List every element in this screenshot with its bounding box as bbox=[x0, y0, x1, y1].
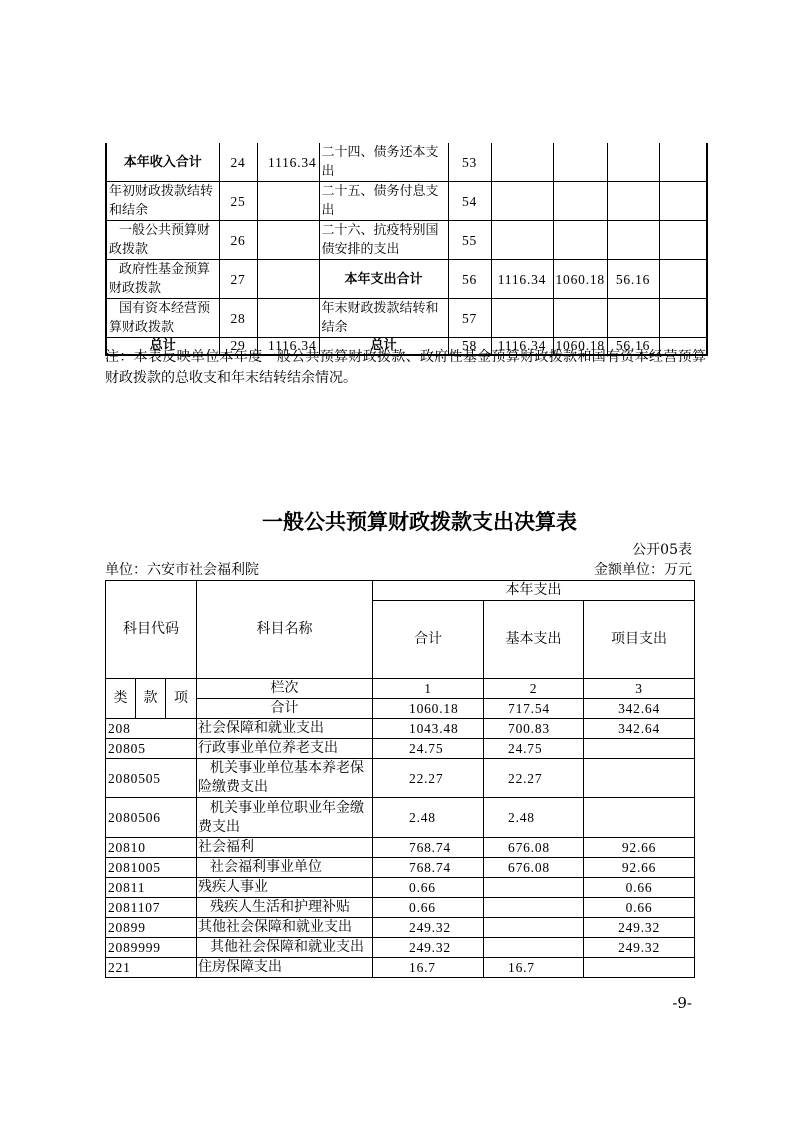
project-expense-amount: 92.66 bbox=[584, 858, 695, 878]
project-expense-amount: 0.66 bbox=[584, 878, 695, 898]
expense-amount bbox=[607, 299, 659, 338]
project-expense-amount: 92.66 bbox=[584, 838, 695, 858]
expense-item-label: 二十五、债务付息支出 bbox=[319, 182, 448, 221]
total-amount: 249.32 bbox=[373, 918, 484, 938]
basic-expense-amount bbox=[484, 878, 584, 898]
basic-expense-amount: 676.08 bbox=[484, 838, 584, 858]
expense-line-number: 57 bbox=[448, 299, 491, 338]
table-row bbox=[106, 938, 695, 958]
empty-cell bbox=[659, 221, 707, 260]
subject-name: 行政事业单位养老支出 bbox=[197, 739, 373, 759]
subject-name: 社会福利事业单位 bbox=[197, 858, 373, 878]
basic-expense-amount bbox=[484, 938, 584, 958]
income-item-label: 总计 bbox=[106, 338, 219, 356]
income-amount: 1116.34 bbox=[257, 143, 319, 182]
item-header: 项 bbox=[166, 679, 197, 719]
expense-item-label: 年末财政拨款结转和结余 bbox=[319, 299, 448, 338]
empty-cell bbox=[659, 299, 707, 338]
basic-expense-amount bbox=[484, 918, 584, 938]
table-row bbox=[106, 299, 707, 338]
total-amount: 768.74 bbox=[373, 858, 484, 878]
expense-amount bbox=[553, 221, 607, 260]
expense-amount bbox=[553, 182, 607, 221]
subject-name: 其他社会保障和就业支出 bbox=[197, 918, 373, 938]
subject-code: 2081005 bbox=[106, 858, 197, 878]
fiscal-appropriation-summary-table bbox=[105, 143, 708, 356]
expense-amount bbox=[607, 182, 659, 221]
expense-line-number: 53 bbox=[448, 143, 491, 182]
subject-code: 20811 bbox=[106, 878, 197, 898]
income-item-label: 国有资本经营预算财政拨款 bbox=[106, 299, 219, 338]
basic-expense-amount: 2.48 bbox=[484, 798, 584, 838]
table-row bbox=[106, 182, 707, 221]
basic-expense-amount bbox=[484, 898, 584, 918]
project-expense-amount: 249.32 bbox=[584, 938, 695, 958]
subject-code: 20805 bbox=[106, 739, 197, 759]
expense-amount: 1116.34 bbox=[491, 338, 553, 356]
total-amount: 2.48 bbox=[373, 798, 484, 838]
income-amount: 1116.34 bbox=[257, 338, 319, 356]
total-amount: 0.66 bbox=[373, 878, 484, 898]
project-expense-amount bbox=[584, 958, 695, 978]
income-line-number: 29 bbox=[219, 338, 257, 356]
subject-code: 2080505 bbox=[106, 759, 197, 798]
basic-expense-amount: 700.83 bbox=[484, 719, 584, 739]
header-row bbox=[106, 581, 695, 601]
income-item-label: 一般公共预算财政拨款 bbox=[106, 221, 219, 260]
project-expense-header: 项目支出 bbox=[584, 601, 695, 679]
page-title: 一般公共预算财政拨款支出决算表 bbox=[262, 510, 577, 534]
subject-name: 其他社会保障和就业支出 bbox=[197, 938, 373, 958]
subject-name: 残疾人生活和护理补贴 bbox=[197, 898, 373, 918]
general-budget-expenditure-table bbox=[105, 580, 695, 978]
subject-name-header: 科目名称 bbox=[197, 581, 373, 679]
project-expense-amount bbox=[584, 739, 695, 759]
total-amount: 0.66 bbox=[373, 898, 484, 918]
basic-expense-header: 基本支出 bbox=[484, 601, 584, 679]
empty-cell bbox=[659, 182, 707, 221]
table-row bbox=[106, 878, 695, 898]
expense-amount bbox=[607, 143, 659, 182]
table-row bbox=[106, 143, 707, 182]
subject-name: 机关事业单位基本养老保险缴费支出 bbox=[197, 759, 373, 798]
basic-expense-amount: 22.27 bbox=[484, 759, 584, 798]
expense-amount bbox=[553, 299, 607, 338]
expense-amount: 1060.18 bbox=[553, 338, 607, 356]
income-line-number: 27 bbox=[219, 260, 257, 299]
class-header: 类 bbox=[106, 679, 136, 719]
page-number: -9- bbox=[672, 994, 692, 1012]
total-header: 合计 bbox=[373, 601, 484, 679]
project-expense-amount: 0.66 bbox=[584, 898, 695, 918]
total-row-label: 合计 bbox=[197, 699, 373, 719]
header-row bbox=[106, 679, 695, 699]
expense-amount: 56.16 bbox=[607, 260, 659, 299]
project-expense-amount: 342.64 bbox=[584, 699, 695, 719]
income-amount bbox=[257, 299, 319, 338]
subject-code: 221 bbox=[106, 958, 197, 978]
project-expense-amount bbox=[584, 759, 695, 798]
table-code-label: 公开05表 bbox=[632, 542, 692, 558]
total-amount: 24.75 bbox=[373, 739, 484, 759]
basic-expense-amount: 717.54 bbox=[484, 699, 584, 719]
amount-unit-label: 金额单位：万元 bbox=[594, 562, 692, 578]
project-expense-amount: 249.32 bbox=[584, 918, 695, 938]
column-number: 3 bbox=[584, 679, 695, 699]
income-item-label: 政府性基金预算财政拨款 bbox=[106, 260, 219, 299]
income-line-number: 25 bbox=[219, 182, 257, 221]
expense-amount bbox=[491, 143, 553, 182]
empty-cell bbox=[659, 260, 707, 299]
expense-item-label: 本年支出合计 bbox=[319, 260, 448, 299]
table-row bbox=[106, 759, 695, 798]
expense-item-label: 二十六、抗疫特别国债安排的支出 bbox=[319, 221, 448, 260]
total-amount: 768.74 bbox=[373, 838, 484, 858]
table-row bbox=[106, 898, 695, 918]
income-amount bbox=[257, 221, 319, 260]
total-amount: 249.32 bbox=[373, 938, 484, 958]
expense-amount bbox=[491, 182, 553, 221]
subject-code: 208 bbox=[106, 719, 197, 739]
subject-code: 20899 bbox=[106, 918, 197, 938]
basic-expense-amount: 16.7 bbox=[484, 958, 584, 978]
income-line-number: 24 bbox=[219, 143, 257, 182]
subject-name: 社会保障和就业支出 bbox=[197, 719, 373, 739]
income-line-number: 28 bbox=[219, 299, 257, 338]
subject-code-header: 科目代码 bbox=[106, 581, 197, 679]
subject-name: 住房保障支出 bbox=[197, 958, 373, 978]
subject-code: 2089999 bbox=[106, 938, 197, 958]
section-header: 款 bbox=[136, 679, 166, 719]
expense-amount bbox=[491, 221, 553, 260]
expense-line-number: 54 bbox=[448, 182, 491, 221]
project-expense-amount bbox=[584, 798, 695, 838]
subject-code: 2081107 bbox=[106, 898, 197, 918]
total-amount: 1043.48 bbox=[373, 719, 484, 739]
table-row bbox=[106, 739, 695, 759]
subject-name: 机关事业单位职业年金缴费支出 bbox=[197, 798, 373, 838]
expense-amount bbox=[491, 299, 553, 338]
subject-name: 残疾人事业 bbox=[197, 878, 373, 898]
table-row bbox=[106, 798, 695, 838]
income-item-label: 年初财政拨款结转和结余 bbox=[106, 182, 219, 221]
total-amount: 22.27 bbox=[373, 759, 484, 798]
total-amount: 16.7 bbox=[373, 958, 484, 978]
subject-code: 2080506 bbox=[106, 798, 197, 838]
column-number-label: 栏次 bbox=[197, 679, 373, 699]
table-row bbox=[106, 260, 707, 299]
column-number: 1 bbox=[373, 679, 484, 699]
expense-amount bbox=[553, 143, 607, 182]
table-row bbox=[106, 858, 695, 878]
expense-item-label: 二十四、债务还本支出 bbox=[319, 143, 448, 182]
income-amount bbox=[257, 182, 319, 221]
basic-expense-amount: 24.75 bbox=[484, 739, 584, 759]
basic-expense-amount: 676.08 bbox=[484, 858, 584, 878]
expense-amount: 56.16 bbox=[607, 338, 659, 356]
column-number: 2 bbox=[484, 679, 584, 699]
table-footnote: 注：本表反映单位本年度一般公共预算财政拨款、政府性基金预算财政拨款和国有资本经营预算财政拨款的总收支和年末结转结余情况。 bbox=[105, 349, 706, 386]
table-row bbox=[106, 221, 707, 260]
table-row bbox=[106, 918, 695, 938]
current-year-expense-header: 本年支出 bbox=[373, 581, 695, 601]
empty-cell bbox=[659, 143, 707, 182]
project-expense-amount: 342.64 bbox=[584, 719, 695, 739]
income-item-label: 本年收入合计 bbox=[106, 143, 219, 182]
income-line-number: 26 bbox=[219, 221, 257, 260]
expense-line-number: 55 bbox=[448, 221, 491, 260]
expense-line-number: 56 bbox=[448, 260, 491, 299]
expense-item-label: 总计 bbox=[319, 338, 448, 356]
table-row bbox=[106, 958, 695, 978]
expense-amount: 1060.18 bbox=[553, 260, 607, 299]
expense-amount: 1116.34 bbox=[491, 260, 553, 299]
total-amount: 1060.18 bbox=[373, 699, 484, 719]
income-amount bbox=[257, 260, 319, 299]
expense-line-number: 58 bbox=[448, 338, 491, 356]
table-row bbox=[106, 719, 695, 739]
table-row bbox=[106, 838, 695, 858]
expense-amount bbox=[607, 221, 659, 260]
subject-name: 社会福利 bbox=[197, 838, 373, 858]
reporting-unit-label: 单位：六安市社会福利院 bbox=[105, 562, 259, 578]
subject-code: 20810 bbox=[106, 838, 197, 858]
